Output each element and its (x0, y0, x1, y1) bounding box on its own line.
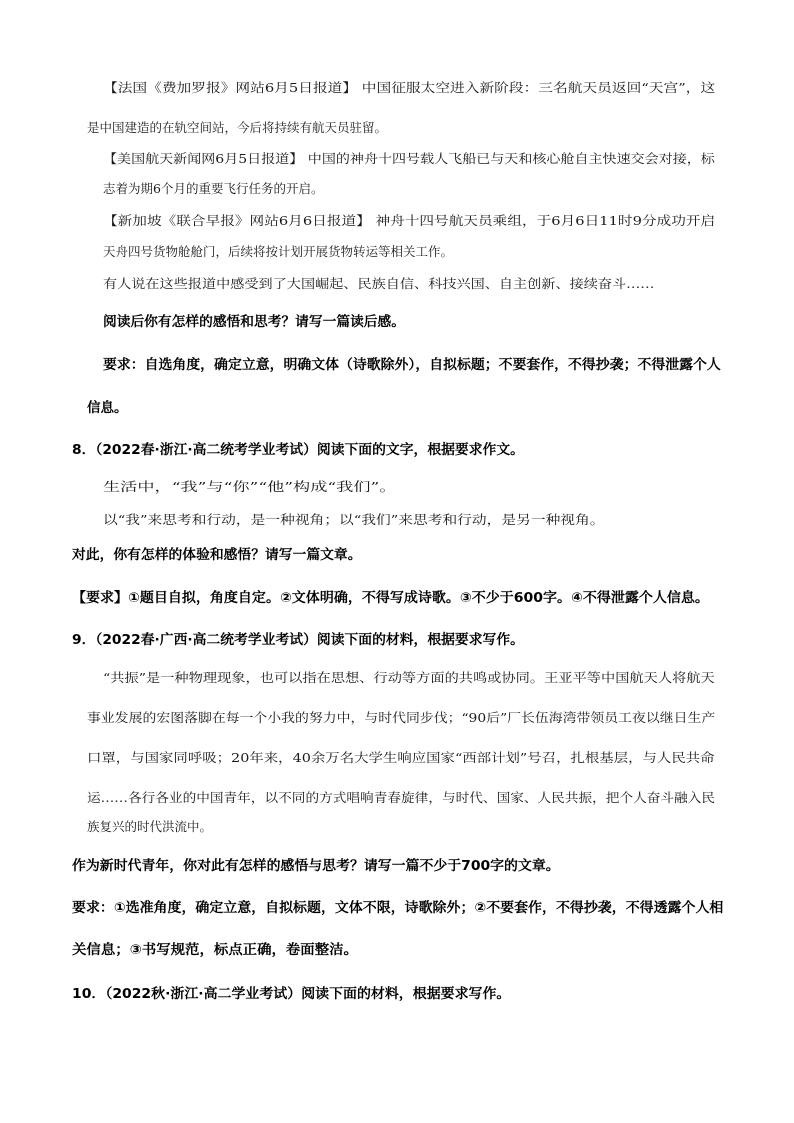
news-report-usa-line1: 【美国航天新闻网6月5日报道】 中国的神舟十四号载人飞船已与天和核心舱自主快速交会对接，标 (103, 151, 715, 166)
q9-requirement-line1: 要求：①选准角度，确定立意，自拟标题，文体不限，诗歌除外；②不要套作，不得抄袭，不得透露个人相 (72, 900, 724, 916)
q8-prompt: 对此，你有怎样的体验和感悟？请写一篇文章。 (72, 547, 362, 563)
q8-heading: 8．（2022春·浙江·高二统考学业考试）阅读下面的文字，根据要求作文。 (72, 442, 524, 458)
q8-material-line2: 以“我”来思考和行动，是一种视角；以“我们”来思考和行动，是另一种视角。 (103, 512, 605, 527)
q7-prompt: 阅读后你有怎样的感悟和思考？请写一篇读后感。 (103, 314, 405, 330)
q9-requirement-line2: 关信息；③书写规范，标点正确，卷面整洁。 (72, 942, 358, 958)
q8-material-line1: 生活中，“我”与“你”“他”构成“我们”。 (103, 479, 397, 494)
q9-material-line1: “共振”是一种物理现象，也可以指在思想、行动等方面的共鸣或协同。王亚平等中国航天人将航天 (103, 670, 715, 685)
news-summary-line: 有人说在这些报道中感受到了大国崛起、民族自信、科技兴国、自主创新、接续奋斗…… (103, 276, 655, 291)
q9-material-line5: 族复兴的时代洪流中。 (87, 819, 213, 834)
q9-material-line4: 运……各行各业的中国青年，以不同的方式唱响青春旋律，与时代、国家、人民共振，把个人奋斗融入民 (87, 790, 716, 805)
q9-material-line2: 事业发展的宏图落脚在每一个小我的努力中，与时代同步伐；“90后”厂长伍海湾带领员工夜以继日生产 (87, 710, 716, 725)
news-report-france-line1: 【法国《费加罗报》网站6月5日报道】 中国征服太空进入新阶段：三名航天员返回“天宫”，这 (103, 80, 716, 95)
q9-material-line3: 口罩，与国家同呼吸；20年来，40余万名大学生响应国家“西部计划”号召，扎根基层，与人民共命 (87, 750, 715, 765)
news-report-france-line2: 是中国建造的在轨空间站，今后将持续有航天员驻留。 (87, 120, 388, 135)
q9-heading: 9．（2022春·广西·高二统考学业考试）阅读下面的材料，根据要求写作。 (72, 632, 524, 648)
q8-requirement: 【要求】①题目自拟，角度自定。②文体明确，不得写成诗歌。③不少于600字。④不得泄露个人信息。 (72, 590, 709, 606)
q7-requirement-line1: 要求：自选角度，确定立意，明确文体（诗歌除外），自拟标题；不要套作，不得抄袭；不得泄露个人 (103, 357, 721, 373)
q10-heading: 10．（2022秋·浙江·高二学业考试）阅读下面的材料，根据要求写作。 (72, 986, 511, 1002)
news-report-singapore-line1: 【新加坡《联合早报》网站6月6日报道】 神舟十四号航天员乘组，于6月6日11时9分成功开启 (103, 213, 716, 228)
q9-prompt: 作为新时代青年，你对此有怎样的感悟与思考？请写一篇不少于700字的文章。 (72, 858, 560, 874)
news-report-singapore-line2: 天舟四号货物舱舱门，后续将按计划开展货物转运等相关工作。 (103, 244, 454, 259)
news-report-usa-line2: 志着为期6个月的重要飞行任务的开启。 (103, 181, 324, 196)
q7-requirement-line2: 信息。 (87, 400, 128, 416)
